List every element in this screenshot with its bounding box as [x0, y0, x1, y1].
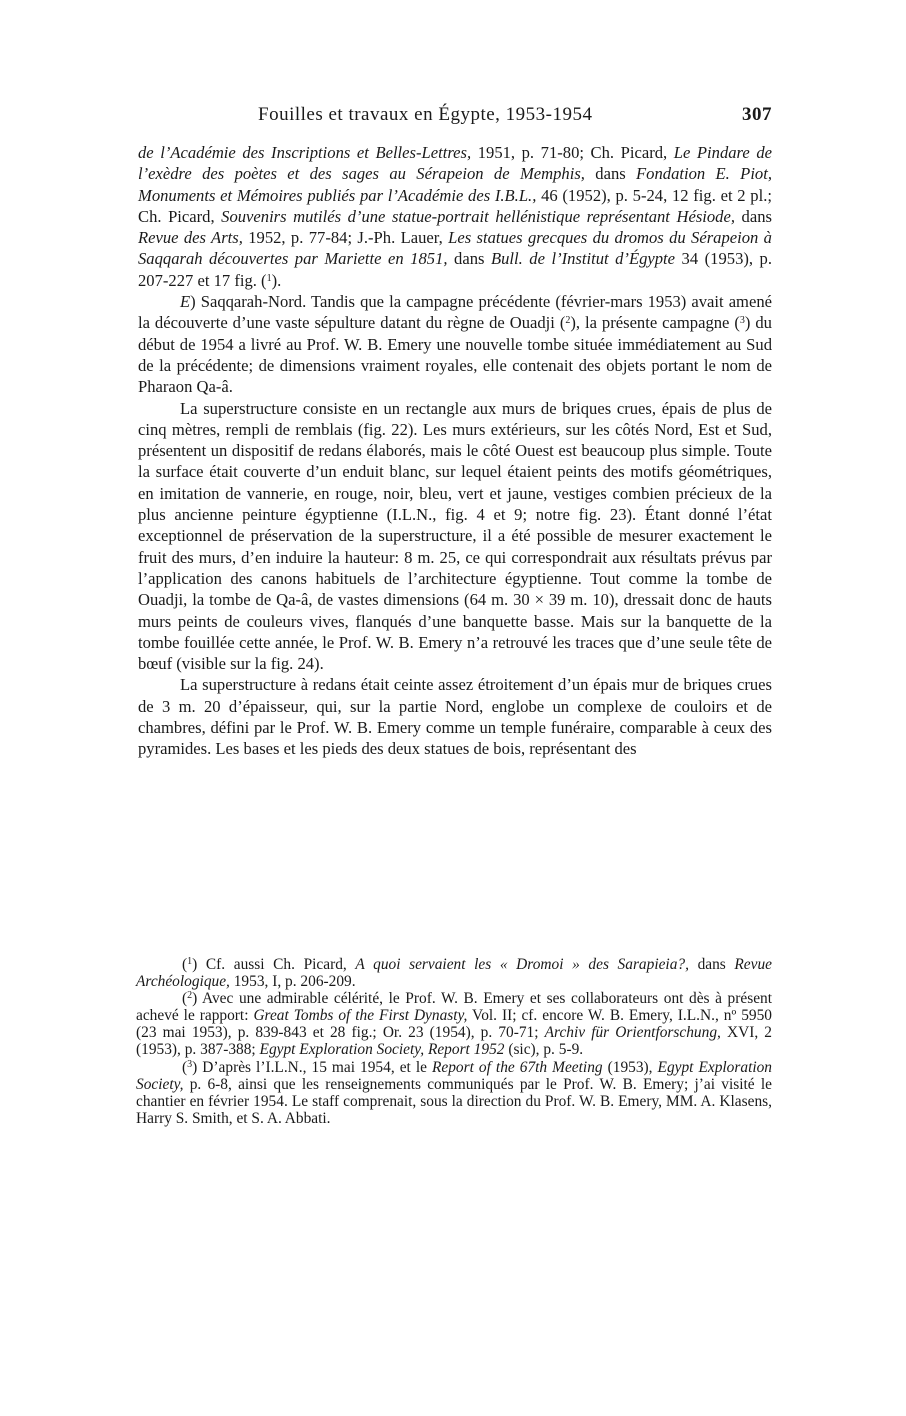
italic-text: de l’Académie des Inscriptions et Belles-Lettres, [138, 143, 472, 162]
text-run: ( [182, 956, 188, 973]
footnote-marker: 2 [187, 990, 193, 1002]
italic-text: Bull. de l’Institut d’Égypte [490, 249, 676, 269]
footnote-2 [136, 990, 772, 1058]
text-run: ) Saqqarah-Nord. Tandis que la campagne précédente (février-mars 1953) avait amené la découverte d’une vaste sépulture datant du règne de Ouadji ( [138, 292, 772, 333]
footnote-marker: 1 [187, 956, 193, 967]
footnote-3 [136, 1059, 772, 1127]
italic-text: Le Pindare de l’exèdre des poètes et des sages au Sérapeion de Memphis, [138, 143, 772, 184]
italic-text: Egypt Exploration Society, [136, 1058, 773, 1093]
text-run: dans [584, 164, 637, 184]
page-number: 307 [742, 104, 772, 125]
footnote-marker: 1 [266, 272, 272, 284]
text-run: 1952, p. 77-84; J.-Ph. Lauer, [242, 228, 449, 248]
text-run: Vol. II; cf. encore W. B. Emery, I.L.N., nº 5950 (23 mai 1953), p. 839-843 et 28 fig.; Or. 23 (1954), p. 70-71; [136, 1007, 772, 1042]
footnotes [136, 956, 772, 1127]
paragraph-enclosure-wall [138, 674, 772, 759]
italic-text: Les statues grecques du dromos du Sérapeion à Saqqarah découvertes par Mariette en 1851, [138, 228, 772, 269]
paragraph-continued [138, 142, 772, 291]
italic-text: Egypt Exploration Society, Report 1952 [259, 1041, 505, 1059]
text-run: ) Avec une admirable célérité, le Prof. W. B. Emery et ses collaborateurs ont dès à présent achevé le rapport: [136, 990, 772, 1025]
text-run: p. 6-8, ainsi que les renseignements communiqués par le Prof. W. B. Emery; j’ai visité le chantier en février 1954. Le staff comprenait, sous la direction du Prof. W. B. Emery, MM. A. Klasens, Harry S. Smith, et S. A. Abbati. [136, 1075, 772, 1127]
italic-text: A quoi servaient les « Dromoi » des Sarapieia?, [355, 956, 689, 973]
italic-text: Report of the 67th Meeting [432, 1058, 603, 1076]
text-run: XVI, 2 (1953), p. 387-388; [136, 1024, 773, 1059]
text-run: ) Cf. aussi Ch. Picard, [192, 956, 356, 973]
text-run: ( [182, 990, 188, 1008]
text-run: 1951, p. 71-80; Ch. Picard, [471, 143, 674, 162]
text-run: ( [182, 1058, 188, 1076]
footnote-marker: 3 [187, 1058, 193, 1070]
text-run: 46 (1952), p. 5-24, 12 fig. et 2 pl.; Ch. Picard, [138, 185, 772, 226]
text-run: ), la présente campagne ( [570, 313, 740, 333]
text-run: dans [447, 249, 491, 269]
footnote-marker: 2 [565, 315, 571, 327]
text-run: (1953), [602, 1058, 658, 1076]
text-run: ) du début de 1954 a livré au Prof. W. B. Emery une nouvelle tombe située immédiatement au Sud de la précédente; de dimensions vraiment royales, elle contenait des objets portant le nom de Pharaon Qa-â. [138, 313, 772, 397]
italic-text: Archiv für Orientforschung, [544, 1024, 721, 1042]
paragraph-superstructure [138, 398, 772, 675]
running-title: Fouilles et travaux en Égypte, 1953-1954 [258, 104, 593, 125]
text-run: dans [688, 956, 735, 973]
italic-text: E [180, 292, 191, 312]
text-run: dans [735, 206, 772, 226]
footnote-marker: 3 [739, 315, 745, 327]
text-run: La superstructure à redans était ceinte assez étroitement d’un épais mur de briques crues de 3 m. 20 d’épaisseur, qui, sur la partie Nord, englobe un complexe de couloirs et de chambres, défini par le Prof. W. B. Emery comme un temple funéraire, comparable à ceux des pyramides. Les bases et les pieds des deux statues de bois, représentant des [138, 675, 772, 759]
text-run: (sic), p. 5-9. [504, 1041, 584, 1059]
italic-text: Great Tombs of the First Dynasty, [253, 1007, 468, 1025]
text-run: La superstructure consiste en un rectangle aux murs de briques crues, épais de plus de cinq mètres, rempli de remblais (fig. 22). Les murs extérieurs, sur les côtés Nord, Est et Sud, présentent un dispositif de redans élaborés, mais le côté Ouest est beaucoup plus simple. Toute la surface était couverte d’un enduit blanc, sur lequel étaient peints des motifs géométriques, en imitation de vannerie, en rouge, noir, bleu, vert et jaune, vestiges combien précieux de la plus ancienne peinture égyptienne (I.L.N., fig. 4 et 9; notre fig. 23). Étant donné l’état exceptionnel de préservation de la superstructure, il a été possible de mesurer exactement le fruit des murs, d’en induire la hauteur: 8 m. 25, ce qui correspondrait aux résultats prévus par l’application des canons habituels de l’architecture égyptienne. Tout comme la tombe de Ouadji, la tombe de Qa-â, de vastes dimensions (64 m. 30 × 39 m. 10), dressait donc de hauts murs peints de couleurs vives, flanqués d’une banquette basse. Mais sur la banquette de la tombe fouillée cette année, le Prof. W. B. Emery n’a retrouvé les traces que d’une seule tête de bœuf (visible sur la fig. 24). [138, 398, 772, 674]
footnote-1 [136, 956, 772, 990]
body-text [138, 142, 772, 760]
text-run: ) D’après l’I.L.N., 15 mai 1954, et le [192, 1058, 432, 1076]
running-header [140, 104, 772, 128]
text-run: 1953, I, p. 206-209. [229, 973, 356, 991]
italic-text: Souvenirs mutilés d’une statue-portrait hellénistique représentant Hésiode, [221, 206, 735, 226]
text-run: 34 (1953), p. 207-227 et 17 fig. ( [138, 249, 772, 290]
italic-text: Revue des Arts, [138, 228, 243, 248]
italic-text: Revue Archéologique, [136, 956, 772, 991]
text-run: ). [271, 270, 282, 290]
italic-text: Fondation E. Piot, Monuments et Mémoires publiés par l’Académie des I.B.L., [138, 164, 772, 205]
paragraph-saqqarah-nord [138, 291, 772, 397]
